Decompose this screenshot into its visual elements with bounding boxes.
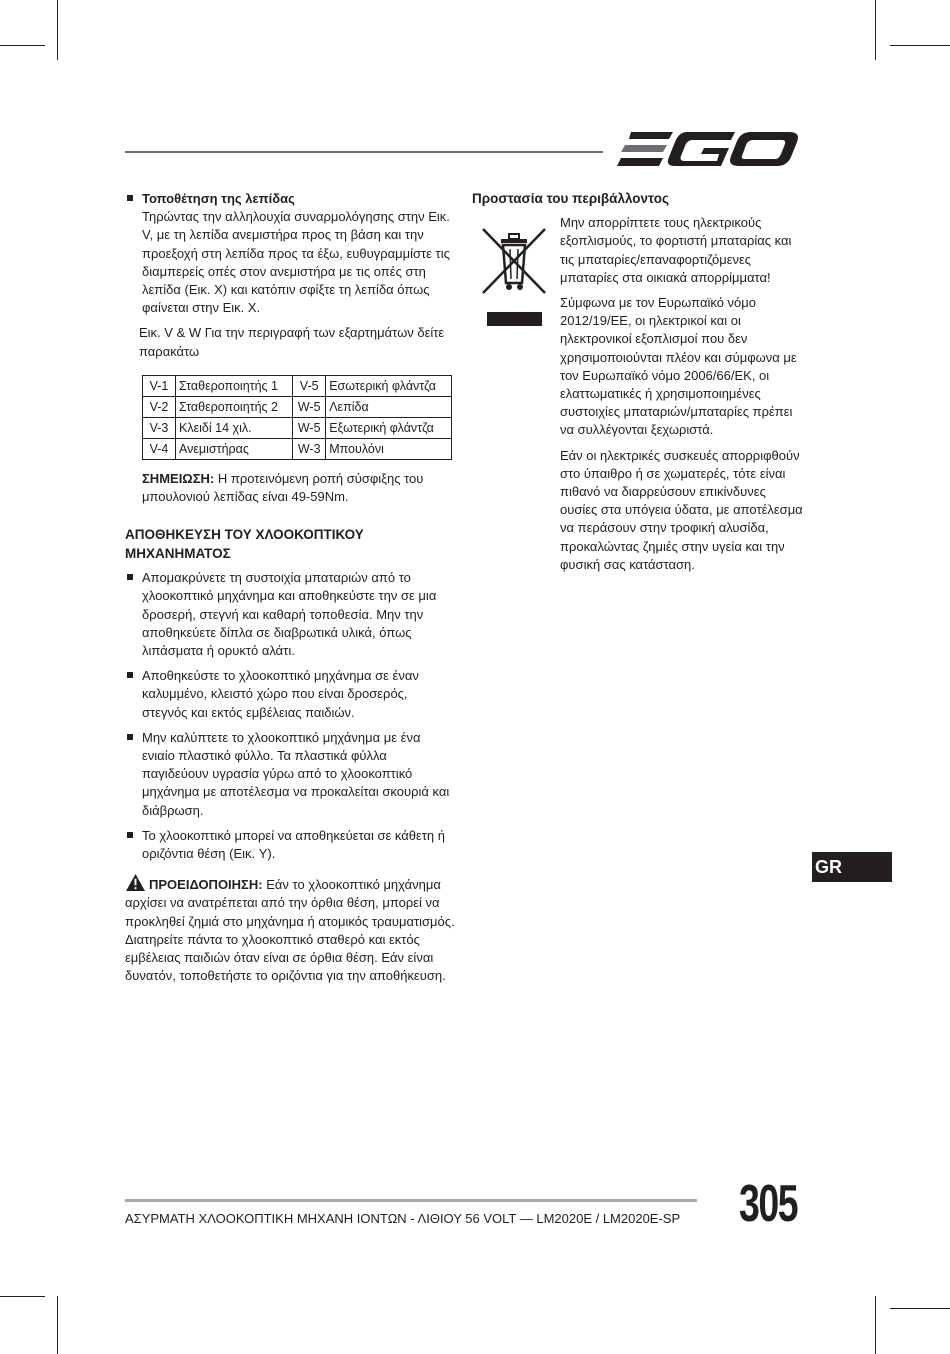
blade-section [125, 190, 455, 317]
crop-mark [57, 0, 58, 60]
bullet-square-icon [127, 734, 133, 740]
crossed-bin-icon [479, 225, 549, 297]
footer-rule [125, 1199, 697, 1202]
crop-mark [0, 1296, 45, 1297]
crop-mark [890, 45, 950, 46]
note-label: ΣΗΜΕΙΩΣΗ: [142, 470, 215, 486]
warning [125, 873, 455, 985]
part-name: Εξωτερική φλάντζα [326, 417, 452, 438]
part-code: W-3 [293, 438, 326, 459]
part-code: V-5 [293, 375, 326, 396]
language-tab: GR [812, 852, 892, 882]
table-row [143, 417, 452, 438]
part-code: V-2 [143, 396, 176, 417]
crop-mark [890, 1308, 950, 1309]
bullet-square-icon [127, 195, 133, 201]
parts-table [142, 375, 452, 460]
header-rule [125, 151, 603, 153]
list-item [125, 569, 455, 660]
list-item-text: Το χλοοκοπτικό μπορεί να αποθηκεύεται σε κάθετη ή οριζόντια θέση (Εικ. Y). [142, 827, 446, 862]
part-name: Σταθεροποιητής 2 [176, 396, 293, 417]
list-item [125, 667, 455, 722]
figure-caption: Εικ. V & W Για την περιγραφή των εξαρτημάτων δείτε παρακάτω [139, 325, 445, 359]
part-name: Εσωτερική φλάντζα [326, 375, 452, 396]
crop-mark [875, 0, 876, 60]
list-item-text: Μην καλύπτετε το χλοοκοπτικό μηχάνημα με ένα ενιαίο πλαστικό φύλλο. Τα πλαστικά φύλλα παγιδεύουν υγρασία γύρω από το χλοοκοπτικό μηχάνημα με αποτέλεσμα να προκαλείται σκουριά και διάβρωση. [142, 729, 450, 818]
warning-label: ΠΡΟΕΙΔΟΠΟΙΗΣΗ: [149, 877, 263, 893]
warning-text: Εάν το χλοοκοπτικό μηχάνημα αρχίσει να ανατρέπεται από την όρθια θέση, μπορεί να προκληθεί ζημιά στο μηχάνημα ή ατομικός τραυματισμός. Διατηρείτε πάντα το χλοοκοπτικό σταθερό και εκτός εμβέλειας παιδιών όταν είναι σε όρθια θέση. Εάν είναι δυνατόν, τοποθετήστε το οριζόντια για την αποθήκευση. [125, 877, 455, 984]
table-row [143, 396, 452, 417]
warning-triangle-icon [125, 873, 146, 892]
bullet-square-icon [127, 832, 133, 838]
part-name: Σταθεροποιητής 1 [176, 375, 293, 396]
environment-paragraph: Σύμφωνα με τον Ευρωπαϊκό νόμο 2012/19/ΕΕ, οι ηλεκτρικοί και οι ηλεκτρονικοί εξοπλισμοί που δεν χρησιμοποιούνται πλέον και σύμφωνα με τον Ευρωπαϊκό νόμο 2006/66/ΕΚ, οι ελαττωματικές ή χρησιμοποιημένες συστοιχίες μπαταριών/μπαταρίες πρέπει να συλλέγονται ξεχωριστά. [560, 295, 797, 438]
storage-list [125, 569, 455, 863]
weee-bar [487, 312, 542, 326]
environment-paragraph: Εάν οι ηλεκτρικές συσκευές απορριφθούν στο ύπαιθρο ή σε χωματερές, τότε είναι πιθανό να διαρρεύσουν επικίνδυνες ουσίες στα υπόγεια ύδατα, με αποτέλεσμα να περάσουν στην τροφική αλυσίδα, προκαλώντας ζημιές στην υγεία και την φυσική σας κατάσταση. [560, 447, 803, 572]
part-code: W-5 [293, 417, 326, 438]
part-name: Ανεμιστήρας [176, 438, 293, 459]
list-item-text: Αποθηκεύστε το χλοοκοπτικό μηχάνημα σε έναν καλυμμένο, κλειστό χώρο που είναι δροσερός, στεγνός και εκτός εμβέλειας παιδιών. [142, 668, 419, 720]
blade-text: Τηρώντας την αλληλουχία συναρμολόγησης στην Εικ. V, με τη λεπίδα ανεμιστήρα προς τη βάση και την προεξοχή στη λεπίδα προς τα έξω, ευθυγραμμίστε τις διαμπερείς οπές στον ανεμιστήρα με τις οπές στη λεπίδα (Εικ. X) και κατόπιν σφίξτε τη λεπίδα όπως φαίνεται στην Εικ. X. [142, 209, 450, 316]
part-code: V-1 [143, 375, 176, 396]
table-row [143, 375, 452, 396]
page-number: 305 [739, 1175, 798, 1233]
blade-title: Τοποθέτηση της λεπίδας [142, 191, 295, 206]
part-code: W-5 [293, 396, 326, 417]
list-item-text: Απομακρύνετε τη συστοιχία μπαταριών από το χλοοκοπτικό μηχάνημα και αποθηκεύστε την σε μια δροσερή, στεγνή και καθαρή τοποθεσία. Μην την αποθηκεύετε δίπλα σε διαβρωτικά υλικά, όπως λιπάσματα ή ορυκτό αλάτι. [142, 570, 437, 659]
list-item [125, 827, 455, 863]
table-row [143, 438, 452, 459]
storage-heading: ΑΠΟΘΗΚΕΥΣΗ ΤΟΥ ΧΛΟΟΚΟΠΤΙΚΟΥ ΜΗΧΑΝΗΜΑΤΟΣ [125, 527, 364, 561]
crop-mark [57, 1296, 58, 1354]
list-item [125, 729, 455, 820]
part-name: Μπουλόνι [326, 438, 452, 459]
crop-mark [875, 1296, 876, 1354]
part-code: V-3 [143, 417, 176, 438]
ego-logo [617, 130, 799, 170]
note [125, 470, 455, 506]
part-code: V-4 [143, 438, 176, 459]
environment-paragraph: Μην απορρίπτετε τους ηλεκτρικούς εξοπλισμούς, το φορτιστή μπαταρίας και τις μπαταρίες/επαναφορτιζόμενες μπαταρίες στα οικιακά απορρίμματα! [560, 215, 792, 285]
crop-mark [0, 45, 45, 46]
part-name: Λεπίδα [326, 396, 452, 417]
bullet-square-icon [127, 672, 133, 678]
bullet-square-icon [127, 574, 133, 580]
left-column [125, 190, 455, 986]
part-name: Κλειδί 14 χιλ. [176, 417, 293, 438]
note-text: Η προτεινόμενη ροπή σύσφιξης του μπουλονιού λεπίδας είναι 49-59Nm. [142, 470, 424, 505]
footer-text: ΑΣΥΡΜΑΤΗ ΧΛΟΟΚΟΠΤΙΚΗ ΜΗΧΑΝΗ ΙΟΝΤΩΝ - ΛΙΘΙΟΥ 56 VOLT — LM2020E / LM2020E-SP [125, 1211, 681, 1226]
environment-heading: Προστασία του περιβάλλοντος [472, 191, 669, 206]
